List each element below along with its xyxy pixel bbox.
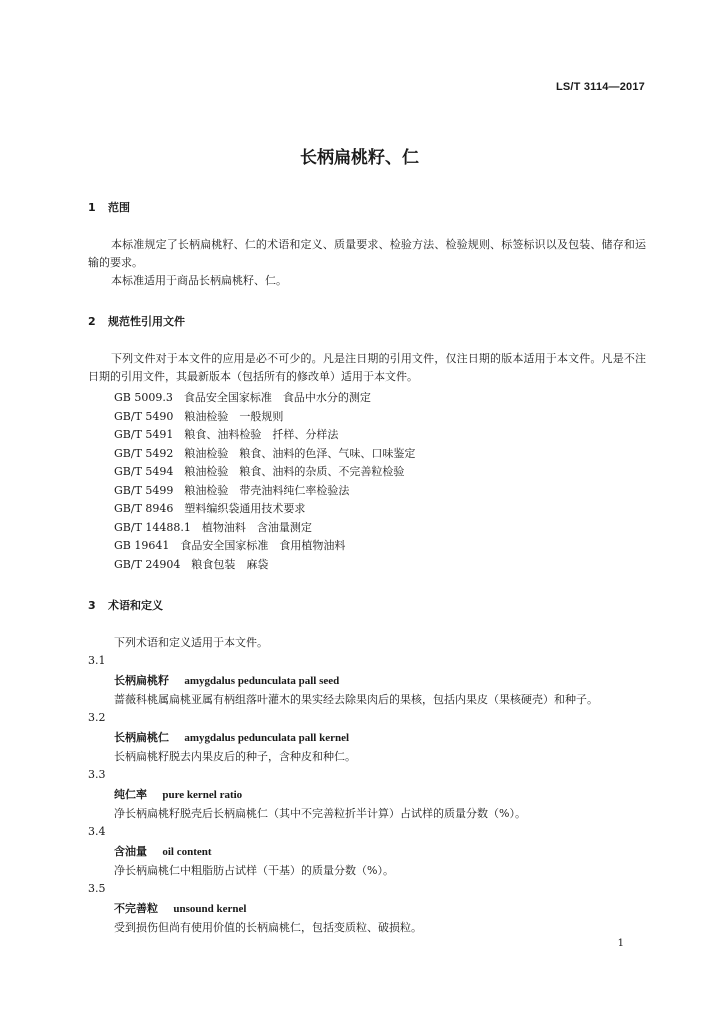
page-number: 1 xyxy=(617,938,624,949)
reference-item: GB/T 24904 粮食包装 麻袋 xyxy=(114,558,269,571)
section-2-heading xyxy=(88,313,185,329)
term-number: 3.5 xyxy=(88,882,106,895)
section-3-heading xyxy=(88,597,163,613)
term-number: 3.3 xyxy=(88,768,106,781)
reference-item: GB/T 5499 粮油检验 带壳油料纯仁率检验法 xyxy=(114,484,350,497)
term-cn: 长柄扁桃籽 xyxy=(114,674,169,687)
term-definition: 受到损伤但尚有使用价值的长柄扁桃仁，包括变质粒、破损粒。 xyxy=(114,921,422,934)
term-en: pure kernel ratio xyxy=(162,789,243,801)
term-number: 3.4 xyxy=(88,825,106,838)
reference-item: GB 19641 食品安全国家标准 食用植物油料 xyxy=(114,539,346,552)
term-en: amygdalus pedunculata pall seed xyxy=(184,675,340,687)
term-definition: 长柄扁桃籽脱去内果皮后的种子，含种皮和种仁。 xyxy=(114,750,356,763)
term-cn: 纯仁率 xyxy=(114,788,147,801)
term-heading xyxy=(114,672,339,688)
scope-paragraph-1: 本标准规定了长柄扁桃籽、仁的术语和定义、质量要求、检验方法、检验规则、标签标识以及包装、储存和运输的要求。 xyxy=(88,238,646,269)
standard-code: LS/T 3114—2017 xyxy=(555,81,645,93)
reference-item: GB 5009.3 食品安全国家标准 食品中水分的测定 xyxy=(114,391,371,404)
term-heading xyxy=(114,786,242,802)
section-title: 术语和定义 xyxy=(108,599,163,612)
reference-item: GB/T 5492 粮油检验 粮食、油料的色泽、气味、口味鉴定 xyxy=(114,447,416,460)
reference-item: GB/T 14488.1 植物油料 含油量测定 xyxy=(114,521,312,534)
term-cn: 长柄扁桃仁 xyxy=(114,731,169,744)
reference-item: GB/T 5491 粮食、油料检验 扦样、分样法 xyxy=(114,428,339,441)
reference-item: GB/T 5490 粮油检验 一般规则 xyxy=(114,410,284,423)
section-number: 3 xyxy=(88,599,96,612)
reference-item: GB/T 8946 塑料编织袋通用技术要求 xyxy=(114,502,306,515)
terms-intro: 下列术语和定义适用于本文件。 xyxy=(114,636,268,649)
section-title: 范围 xyxy=(108,201,130,214)
term-heading xyxy=(114,729,349,745)
term-cn: 不完善粒 xyxy=(114,902,158,915)
section-number: 1 xyxy=(88,201,96,214)
term-en: oil content xyxy=(162,846,212,858)
term-definition: 净长柄扁桃籽脱壳后长柄扁桃仁（其中不完善粒折半计算）占试样的质量分数（%）。 xyxy=(114,807,526,820)
term-heading xyxy=(114,843,212,859)
section-1-heading xyxy=(88,199,130,215)
reference-item: GB/T 5494 粮油检验 粮食、油料的杂质、不完善粒检验 xyxy=(114,465,405,478)
term-heading xyxy=(114,900,246,916)
term-cn: 含油量 xyxy=(114,845,147,858)
term-number: 3.2 xyxy=(88,711,106,724)
term-number: 3.1 xyxy=(88,654,106,667)
term-definition: 净长柄扁桃仁中粗脂肪占试样（干基）的质量分数（%）。 xyxy=(114,864,394,877)
term-en: unsound kernel xyxy=(173,903,247,915)
section-title: 规范性引用文件 xyxy=(108,315,185,328)
scope-paragraph-2: 本标准适用于商品长柄扁桃籽、仁。 xyxy=(111,274,287,287)
normative-intro: 下列文件对于本文件的应用是必不可少的。凡是注日期的引用文件，仅注日期的版本适用于本文件。凡是不注日期的引用文件，其最新版本（包括所有的修改单）适用于本文件。 xyxy=(88,352,646,383)
document-title: 长柄扁桃籽、仁 xyxy=(300,148,419,168)
term-definition: 蔷薇科桃属扁桃亚属有柄组落叶灌木的果实经去除果肉后的果核，包括内果皮（果核硬壳）和种子。 xyxy=(114,693,598,706)
term-en: amygdalus pedunculata pall kernel xyxy=(184,732,350,744)
section-number: 2 xyxy=(88,315,96,328)
